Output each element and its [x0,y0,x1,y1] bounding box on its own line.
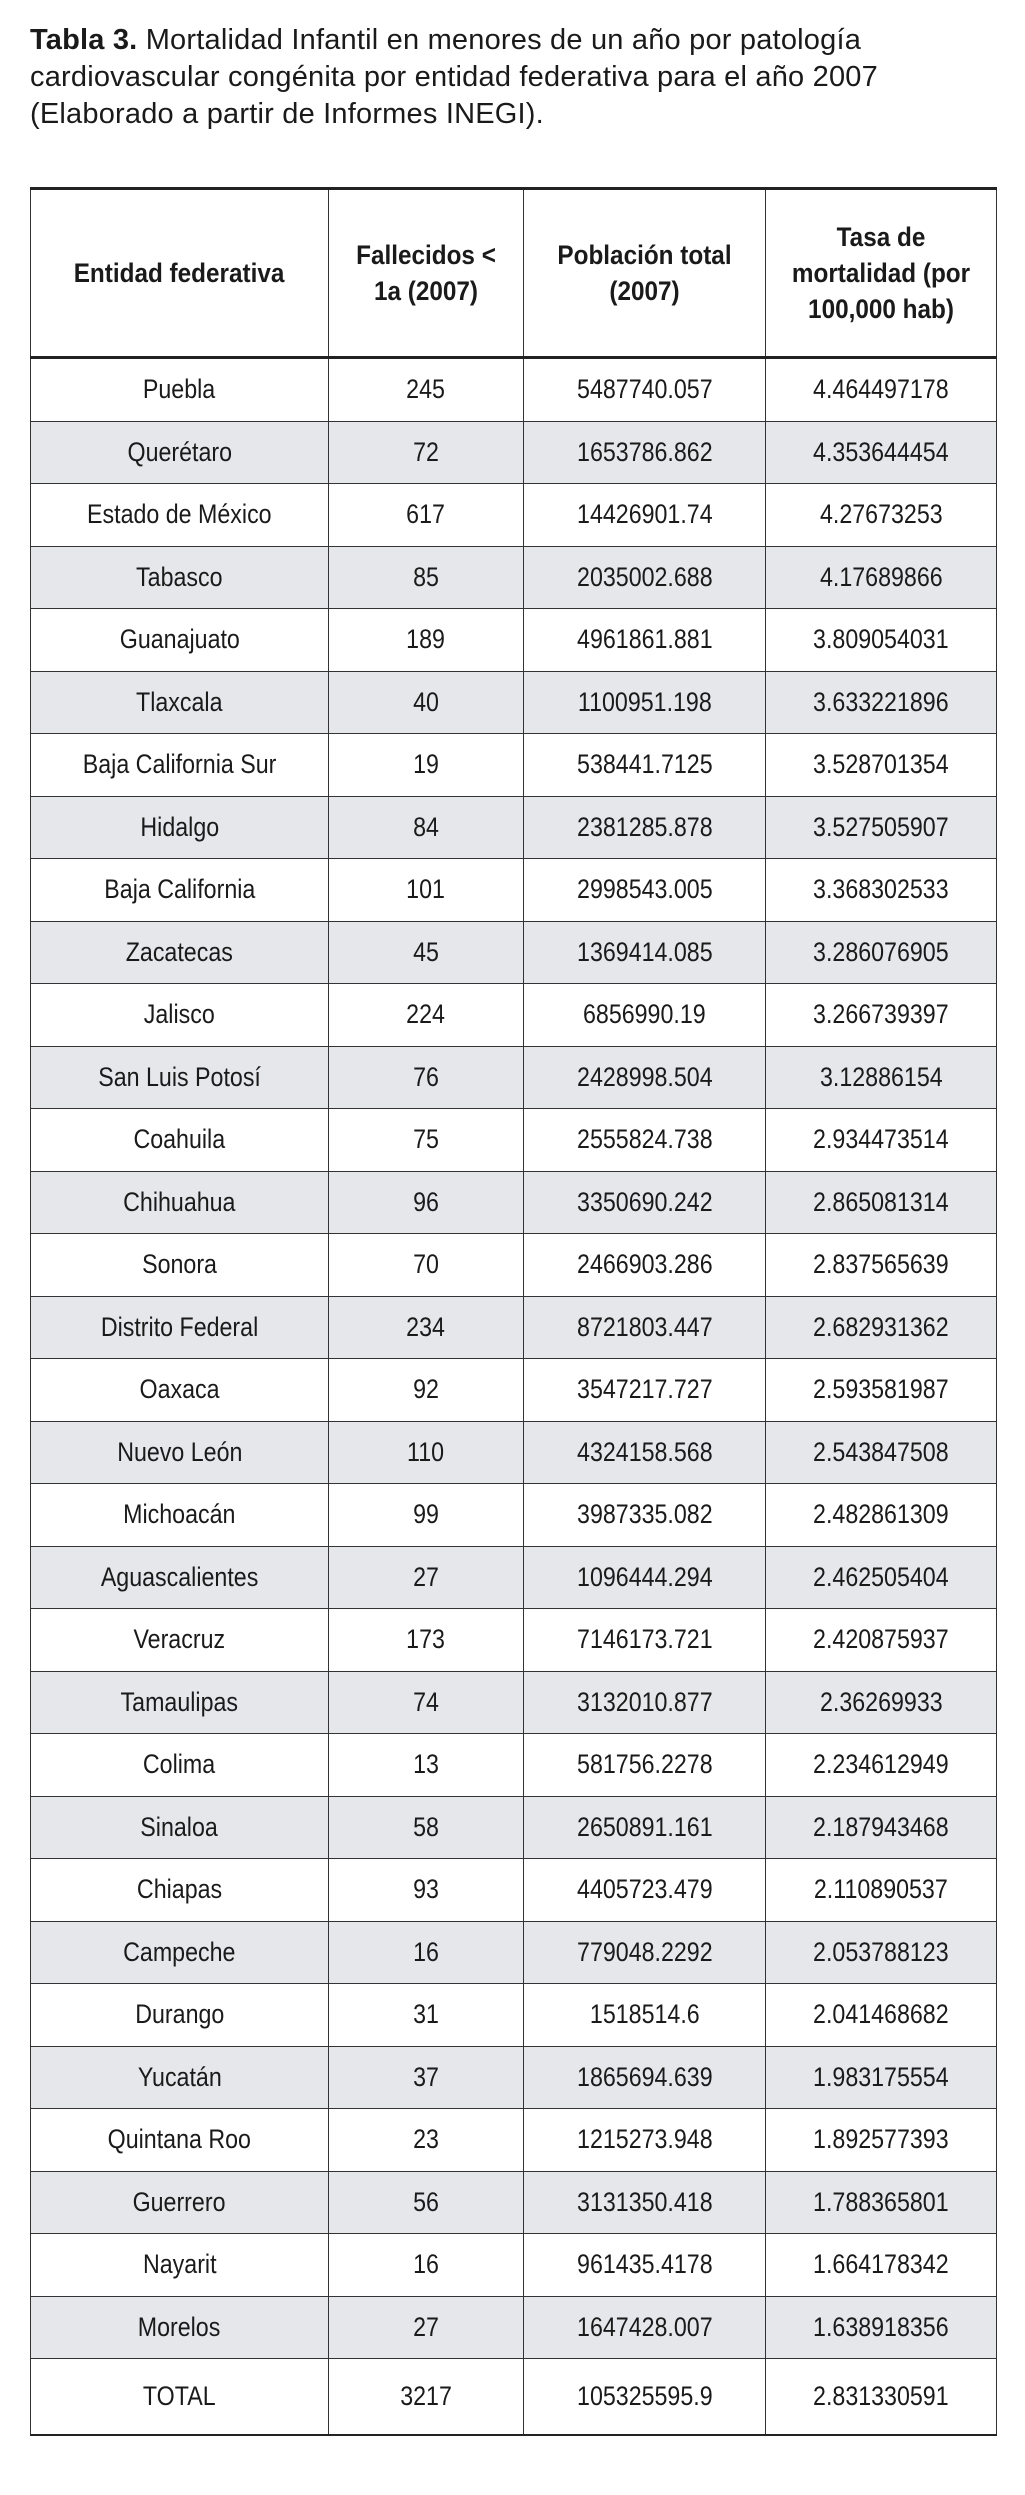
cell-poblacion: 2555824.738 [524,1109,766,1172]
cell-entidad: Puebla [31,358,329,422]
cell-poblacion: 4405723.479 [524,1859,766,1922]
cell-tasa: 2.934473514 [766,1109,997,1172]
cell-tasa: 1.788365801 [766,2171,997,2234]
cell-entidad: Guerrero [31,2171,329,2234]
table-row [31,421,997,484]
cell-fallecidos: 31 [329,1984,524,2047]
cell-poblacion: 14426901.74 [524,484,766,547]
cell-poblacion: 7146173.721 [524,1609,766,1672]
cell-fallecidos: 93 [329,1859,524,1922]
cell-entidad: Yucatán [31,2046,329,2109]
cell-tasa: 3.527505907 [766,796,997,859]
cell-tasa: 4.17689866 [766,546,997,609]
caption-label: Tabla 3. [30,24,138,56]
cell-fallecidos: 84 [329,796,524,859]
cell-tasa: 4.27673253 [766,484,997,547]
table-row [31,484,997,547]
cell-fallecidos: 110 [329,1421,524,1484]
cell-tasa: 3.286076905 [766,921,997,984]
cell-entidad: Estado de México [31,484,329,547]
cell-tasa: 2.543847508 [766,1421,997,1484]
cell-fallecidos: 16 [329,2234,524,2297]
cell-poblacion: 1096444.294 [524,1546,766,1609]
cell-poblacion: 1369414.085 [524,921,766,984]
table-row [31,796,997,859]
cell-entidad: Zacatecas [31,921,329,984]
table-row [31,2171,997,2234]
cell-fallecidos: 173 [329,1609,524,1672]
table-row [31,1109,997,1172]
cell-tasa: 2.420875937 [766,1609,997,1672]
cell-fallecidos: 37 [329,2046,524,2109]
cell-entidad: Hidalgo [31,796,329,859]
cell-poblacion: 3132010.877 [524,1671,766,1734]
header-entidad: Entidad federativa [31,189,329,358]
cell-poblacion: 4324158.568 [524,1421,766,1484]
table-row [31,1984,997,2047]
header-poblacion: Población total (2007) [524,189,766,358]
cell-tasa: 2.041468682 [766,1984,997,2047]
cell-fallecidos: 23 [329,2109,524,2172]
table-row [31,1796,997,1859]
cell-tasa: 2.187943468 [766,1796,997,1859]
cell-entidad: Morelos [31,2296,329,2359]
cell-poblacion: 5487740.057 [524,358,766,422]
cell-tasa: 3.633221896 [766,671,997,734]
cell-poblacion: 8721803.447 [524,1296,766,1359]
cell-poblacion: 3987335.082 [524,1484,766,1547]
cell-entidad: Nayarit [31,2234,329,2297]
cell-entidad: Oaxaca [31,1359,329,1422]
cell-fallecidos: 85 [329,546,524,609]
cell-tasa: 2.234612949 [766,1734,997,1797]
table-row [31,1421,997,1484]
cell-tasa: 2.462505404 [766,1546,997,1609]
cell-poblacion: 538441.7125 [524,734,766,797]
table-row [31,734,997,797]
table-row [31,1296,997,1359]
cell-fallecidos: 224 [329,984,524,1047]
header-tasa: Tasa de mortalidad (por 100,000 hab) [766,189,997,358]
cell-tasa: 1.664178342 [766,2234,997,2297]
cell-fallecidos: 3217 [329,2359,524,2436]
cell-entidad: Veracruz [31,1609,329,1672]
table-row [31,1671,997,1734]
table-row [31,1046,997,1109]
cell-fallecidos: 45 [329,921,524,984]
cell-fallecidos: 13 [329,1734,524,1797]
mortality-table [30,187,997,2436]
cell-fallecidos: 58 [329,1796,524,1859]
cell-tasa: 2.482861309 [766,1484,997,1547]
cell-tasa: 3.368302533 [766,859,997,922]
cell-entidad: San Luis Potosí [31,1046,329,1109]
table-row [31,921,997,984]
cell-tasa: 2.682931362 [766,1296,997,1359]
table-row [31,859,997,922]
cell-entidad: Jalisco [31,984,329,1047]
cell-fallecidos: 72 [329,421,524,484]
cell-entidad: Michoacán [31,1484,329,1547]
cell-tasa: 3.12886154 [766,1046,997,1109]
cell-poblacion: 1100951.198 [524,671,766,734]
cell-poblacion: 2998543.005 [524,859,766,922]
cell-fallecidos: 96 [329,1171,524,1234]
table-row [31,2046,997,2109]
cell-tasa: 3.809054031 [766,609,997,672]
table-row [31,2234,997,2297]
table-row [31,609,997,672]
cell-poblacion: 1215273.948 [524,2109,766,2172]
cell-tasa: 2.053788123 [766,1921,997,1984]
cell-poblacion: 1518514.6 [524,1984,766,2047]
cell-fallecidos: 74 [329,1671,524,1734]
cell-poblacion: 1647428.007 [524,2296,766,2359]
cell-tasa: 1.638918356 [766,2296,997,2359]
cell-tasa: 2.36269933 [766,1671,997,1734]
cell-poblacion: 2428998.504 [524,1046,766,1109]
cell-fallecidos: 19 [329,734,524,797]
cell-entidad: Nuevo León [31,1421,329,1484]
cell-tasa: 3.528701354 [766,734,997,797]
cell-tasa: 3.266739397 [766,984,997,1047]
cell-fallecidos: 16 [329,1921,524,1984]
table-row [31,671,997,734]
cell-fallecidos: 234 [329,1296,524,1359]
cell-fallecidos: 245 [329,358,524,422]
table-row [31,1359,997,1422]
cell-tasa: 1.892577393 [766,2109,997,2172]
cell-poblacion: 2466903.286 [524,1234,766,1297]
cell-fallecidos: 27 [329,1546,524,1609]
cell-tasa: 1.983175554 [766,2046,997,2109]
cell-entidad: TOTAL [31,2359,329,2436]
cell-entidad: Sinaloa [31,1796,329,1859]
cell-fallecidos: 40 [329,671,524,734]
table-row [31,1921,997,1984]
cell-poblacion: 2035002.688 [524,546,766,609]
table-row [31,546,997,609]
cell-poblacion: 961435.4178 [524,2234,766,2297]
cell-poblacion: 3350690.242 [524,1171,766,1234]
table-row [31,1484,997,1547]
cell-poblacion: 2650891.161 [524,1796,766,1859]
cell-entidad: Distrito Federal [31,1296,329,1359]
cell-poblacion: 779048.2292 [524,1921,766,1984]
cell-entidad: Querétaro [31,421,329,484]
cell-entidad: Campeche [31,1921,329,1984]
table-row [31,358,997,422]
cell-tasa: 2.831330591 [766,2359,997,2436]
cell-entidad: Colima [31,1734,329,1797]
cell-tasa: 2.110890537 [766,1859,997,1922]
cell-fallecidos: 75 [329,1109,524,1172]
cell-poblacion: 2381285.878 [524,796,766,859]
table-row [31,2109,997,2172]
table-row [31,1171,997,1234]
cell-entidad: Baja California Sur [31,734,329,797]
cell-entidad: Durango [31,1984,329,2047]
cell-poblacion: 1865694.639 [524,2046,766,2109]
header-fallecidos: Fallecidos < 1a (2007) [329,189,524,358]
cell-poblacion: 581756.2278 [524,1734,766,1797]
cell-entidad: Chihuahua [31,1171,329,1234]
cell-poblacion: 4961861.881 [524,609,766,672]
cell-poblacion: 3131350.418 [524,2171,766,2234]
cell-fallecidos: 70 [329,1234,524,1297]
cell-tasa: 2.593581987 [766,1359,997,1422]
table-row [31,1859,997,1922]
table-row [31,1734,997,1797]
caption-text: Mortalidad Infantil en menores de un año por patología cardiovascular congénita por entidad federativa para el año 2007 (Elaborado a partir de Informes INEGI). [30,24,878,130]
cell-entidad: Quintana Roo [31,2109,329,2172]
cell-entidad: Guanajuato [31,609,329,672]
cell-poblacion: 3547217.727 [524,1359,766,1422]
cell-poblacion: 1653786.862 [524,421,766,484]
table-caption [30,22,1005,133]
cell-entidad: Sonora [31,1234,329,1297]
table-row [31,2296,997,2359]
cell-entidad: Baja California [31,859,329,922]
cell-fallecidos: 101 [329,859,524,922]
cell-tasa: 2.865081314 [766,1171,997,1234]
cell-entidad: Tabasco [31,546,329,609]
cell-poblacion: 6856990.19 [524,984,766,1047]
cell-entidad: Coahuila [31,1109,329,1172]
cell-fallecidos: 92 [329,1359,524,1422]
cell-fallecidos: 189 [329,609,524,672]
cell-fallecidos: 56 [329,2171,524,2234]
table-row [31,984,997,1047]
cell-entidad: Aguascalientes [31,1546,329,1609]
cell-tasa: 4.464497178 [766,358,997,422]
table-body [31,358,997,2436]
table-header [31,189,997,358]
cell-entidad: Chiapas [31,1859,329,1922]
cell-fallecidos: 27 [329,2296,524,2359]
cell-fallecidos: 76 [329,1046,524,1109]
cell-entidad: Tamaulipas [31,1671,329,1734]
table-row [31,1234,997,1297]
cell-tasa: 4.353644454 [766,421,997,484]
cell-fallecidos: 99 [329,1484,524,1547]
cell-entidad: Tlaxcala [31,671,329,734]
table-row [31,1609,997,1672]
total-row [31,2359,997,2436]
cell-fallecidos: 617 [329,484,524,547]
header-row [31,189,997,358]
cell-tasa: 2.837565639 [766,1234,997,1297]
cell-poblacion: 105325595.9 [524,2359,766,2436]
table-row [31,1546,997,1609]
